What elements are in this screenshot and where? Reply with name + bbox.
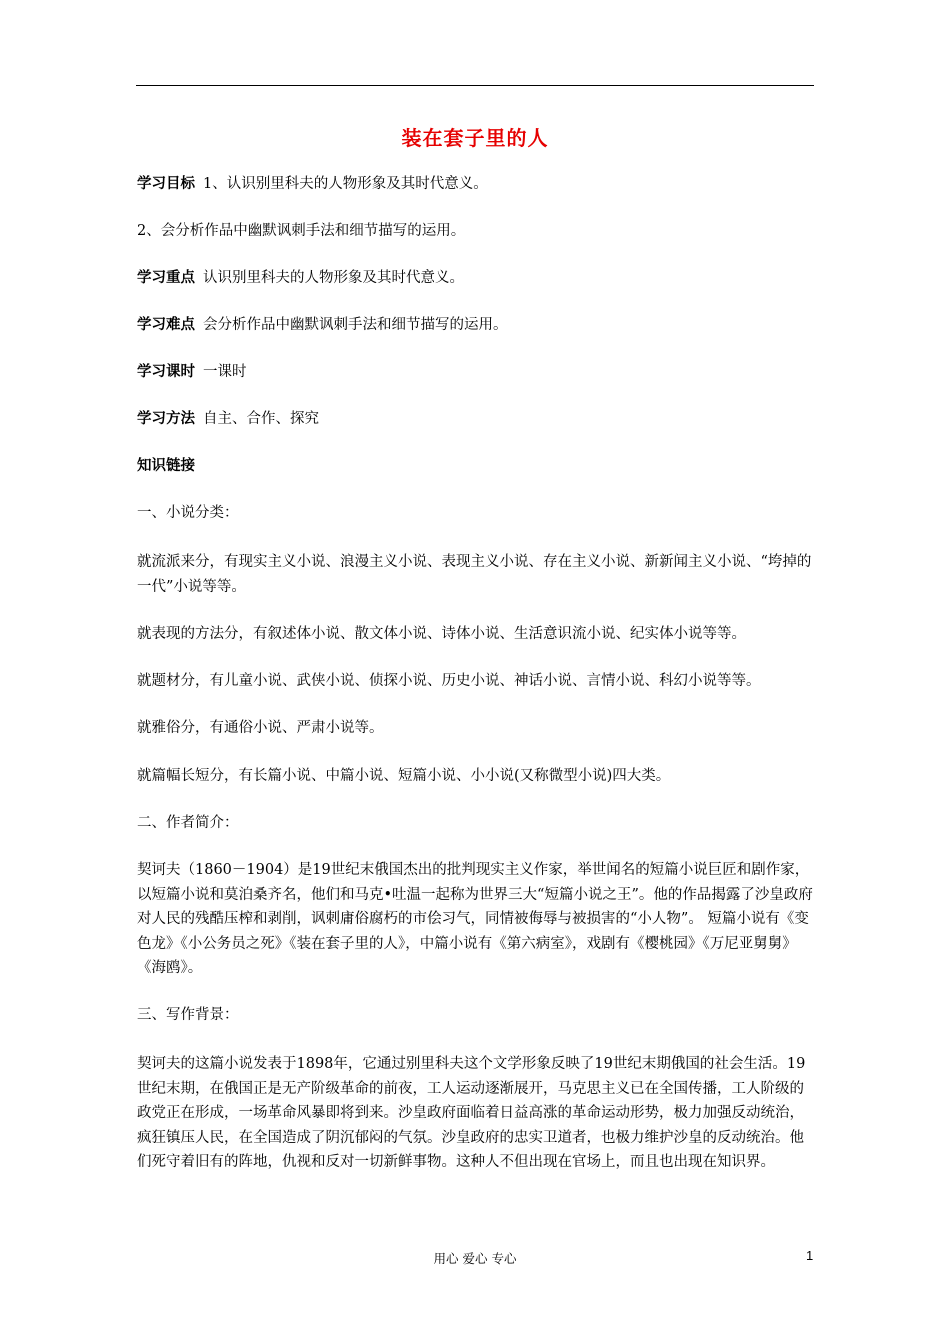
hours-text: 一课时 (203, 364, 247, 380)
method-label: 学习方法 (137, 411, 195, 427)
knowledge-heading (137, 454, 817, 479)
section1-paragraph-5: 就篇幅长短分，有长篇小说、中篇小说、短篇小说、小小说(又称微型小说)四大类。 (137, 768, 671, 784)
objectives-line (137, 172, 817, 197)
objectives-item-2: 2、会分析作品中幽默讽刺手法和细节描写的运用。 (137, 223, 466, 239)
method-text: 自主、合作、探究 (203, 411, 319, 427)
difficulty-text: 会分析作品中幽默讽刺手法和细节描写的运用。 (203, 317, 508, 333)
key-point-label: 学习重点 (137, 270, 195, 286)
section1-paragraph-1: 就流派来分，有现实主义小说、浪漫主义小说、表现主义小说、存在主义小说、新新闻主义小说、“垮掉的一代”小说等等。 (137, 554, 812, 595)
method-line (137, 407, 817, 432)
section1-heading: 一、小说分类： (137, 505, 239, 521)
section1-paragraph-4: 就雅俗分，有通俗小说、严肃小说等。 (137, 720, 384, 736)
hours-label: 学习课时 (137, 364, 195, 380)
section1-paragraph-3: 就题材分，有儿童小说、武侠小说、侦探小说、历史小说、神话小说、言情小说、科幻小说等等。 (137, 673, 761, 689)
key-point-text: 认识别里科夫的人物形象及其时代意义。 (203, 270, 464, 286)
objectives-item-1: 1、认识别里科夫的人物形象及其时代意义。 (203, 176, 488, 192)
hours-line (137, 360, 817, 385)
section1-paragraph-2: 就表现的方法分，有叙述体小说、散文体小说、诗体小说、生活意识流小说、纪实体小说等等。 (137, 626, 746, 642)
knowledge-heading-text: 知识链接 (137, 458, 195, 474)
page-footer: 用心 爱心 专心 (433, 1251, 517, 1266)
document-title: 装在套子里的人 (401, 126, 549, 150)
page-number: 1 (806, 1248, 814, 1263)
objectives-label: 学习目标 (137, 176, 195, 192)
header-rule (136, 85, 814, 86)
difficulty-line (137, 313, 817, 338)
section2-heading: 二、作者简介： (137, 815, 239, 831)
section3-heading: 三、写作背景： (137, 1007, 239, 1023)
key-point-line (137, 266, 817, 291)
difficulty-label: 学习难点 (137, 317, 195, 333)
section3-paragraph: 契诃夫的这篇小说发表于1898年，它通过别里科夫这个文学形象反映了19世纪末期俄国的社会生活。19世纪末期，在俄国正是无产阶级革命的前夜，工人运动逐渐展开，马克思主义已在全国传播，工人阶级的政党正在形成，一场革命风暴即将到来。沙皇政府面临着日益高涨的革命运动形势，极力加强反动统治，疯狂镇压人民，在全国造成了阴沉郁闷的气氛。沙皇政府的忠实卫道者，也极力维护沙皇的反动统治。他们死守着旧有的阵地，仇视和反对一切新鲜事物。这种人不但出现在官场上，而且也出现在知识界。 (137, 1056, 806, 1170)
section2-paragraph: 契诃夫（1860－1904）是19世纪末俄国杰出的批判现实主义作家，举世闻名的短篇小说巨匠和剧作家，以短篇小说和莫泊桑齐名，他们和马克•吐温一起称为世界三大“短篇小说之王”。他的作品揭露了沙皇政府对人民的残酷压榨和剥削，讽刺庸俗腐朽的市侩习气，同情被侮辱与被损害的“小人物”。 短篇小说有《变色龙》《小公务员之死》《装在套子里的人》，中篇小说有《第六病室》，戏剧有《樱桃园》《万尼亚舅舅》《海鸥》。 (137, 862, 813, 976)
